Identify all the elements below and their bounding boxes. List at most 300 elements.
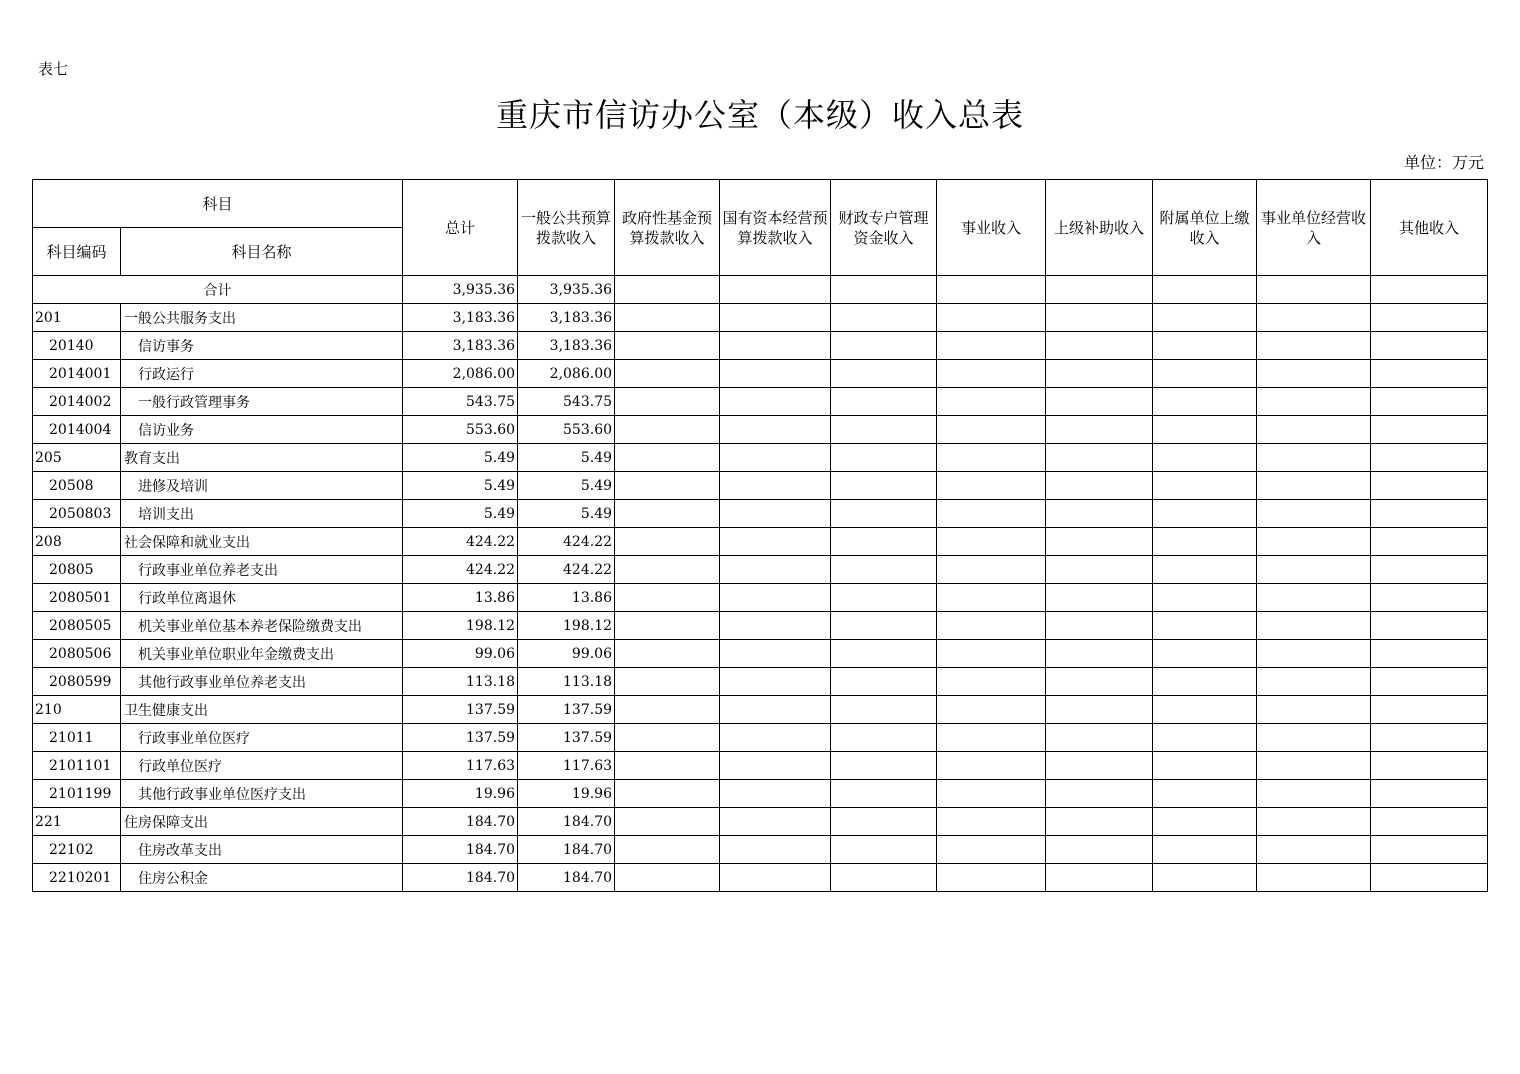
empty-cell — [720, 332, 831, 360]
empty-cell — [1046, 556, 1153, 584]
empty-cell — [1371, 752, 1488, 780]
empty-cell — [1046, 640, 1153, 668]
subject-code: 2101101 — [33, 752, 121, 780]
empty-cell — [615, 500, 720, 528]
table-row — [33, 444, 1488, 472]
empty-cell — [1046, 276, 1153, 304]
table-row — [33, 640, 1488, 668]
header-subject: 科目 — [33, 180, 403, 228]
table-header — [33, 180, 1488, 276]
total-value: 553.60 — [403, 416, 518, 444]
empty-cell — [1257, 444, 1371, 472]
subject-code: 2080599 — [33, 668, 121, 696]
empty-cell — [1153, 724, 1257, 752]
empty-cell — [1153, 444, 1257, 472]
table-row — [33, 724, 1488, 752]
empty-cell — [1046, 780, 1153, 808]
total-value: 19.96 — [403, 780, 518, 808]
subject-code: 205 — [33, 444, 121, 472]
empty-cell — [720, 276, 831, 304]
empty-cell — [1371, 472, 1488, 500]
empty-cell — [720, 836, 831, 864]
subject-name: 其他行政事业单位养老支出 — [121, 668, 403, 696]
general-budget-value: 2,086.00 — [518, 360, 615, 388]
empty-cell — [831, 696, 937, 724]
subject-name: 机关事业单位职业年金缴费支出 — [121, 640, 403, 668]
empty-cell — [1153, 640, 1257, 668]
header-general-budget: 一般公共预算拨款收入 — [518, 180, 615, 276]
empty-cell — [1046, 388, 1153, 416]
empty-cell — [1046, 808, 1153, 836]
header-affiliated-income: 附属单位上缴收入 — [1153, 180, 1257, 276]
empty-cell — [937, 444, 1046, 472]
table-row — [33, 752, 1488, 780]
empty-cell — [615, 836, 720, 864]
table-row — [33, 388, 1488, 416]
empty-cell — [615, 444, 720, 472]
subject-name: 进修及培训 — [121, 472, 403, 500]
table-row — [33, 360, 1488, 388]
income-summary-table — [32, 179, 1488, 892]
subject-code: 2014004 — [33, 416, 121, 444]
table-row — [33, 528, 1488, 556]
total-value: 137.59 — [403, 696, 518, 724]
empty-cell — [831, 612, 937, 640]
total-value: 424.22 — [403, 528, 518, 556]
empty-cell — [1371, 612, 1488, 640]
empty-cell — [1371, 276, 1488, 304]
empty-cell — [1046, 864, 1153, 892]
empty-cell — [1046, 500, 1153, 528]
empty-cell — [831, 528, 937, 556]
general-budget-value: 137.59 — [518, 724, 615, 752]
empty-cell — [1153, 528, 1257, 556]
total-value: 198.12 — [403, 612, 518, 640]
empty-cell — [615, 780, 720, 808]
empty-cell — [831, 304, 937, 332]
empty-cell — [720, 584, 831, 612]
empty-cell — [1371, 528, 1488, 556]
empty-cell — [1153, 304, 1257, 332]
empty-cell — [831, 724, 937, 752]
subject-code: 221 — [33, 808, 121, 836]
empty-cell — [720, 640, 831, 668]
empty-cell — [720, 780, 831, 808]
empty-cell — [1046, 696, 1153, 724]
empty-cell — [720, 416, 831, 444]
empty-cell — [1153, 864, 1257, 892]
empty-cell — [1371, 724, 1488, 752]
empty-cell — [1153, 416, 1257, 444]
empty-cell — [1371, 864, 1488, 892]
table-row — [33, 332, 1488, 360]
empty-cell — [1257, 276, 1371, 304]
empty-cell — [1046, 332, 1153, 360]
table-row — [33, 500, 1488, 528]
header-state-capital: 国有资本经营预算拨款收入 — [720, 180, 831, 276]
general-budget-value: 184.70 — [518, 808, 615, 836]
subject-code: 208 — [33, 528, 121, 556]
total-value: 2,086.00 — [403, 360, 518, 388]
empty-cell — [1371, 696, 1488, 724]
subject-code: 22102 — [33, 836, 121, 864]
empty-cell — [1371, 640, 1488, 668]
empty-cell — [937, 500, 1046, 528]
empty-cell — [615, 668, 720, 696]
empty-cell — [1153, 612, 1257, 640]
total-row — [33, 276, 1488, 304]
subject-code: 2080506 — [33, 640, 121, 668]
empty-cell — [1257, 780, 1371, 808]
empty-cell — [831, 556, 937, 584]
empty-cell — [720, 724, 831, 752]
empty-cell — [831, 836, 937, 864]
empty-cell — [720, 360, 831, 388]
empty-cell — [937, 276, 1046, 304]
total-value: 543.75 — [403, 388, 518, 416]
empty-cell — [720, 752, 831, 780]
empty-cell — [1153, 584, 1257, 612]
empty-cell — [615, 696, 720, 724]
empty-cell — [1046, 304, 1153, 332]
empty-cell — [937, 612, 1046, 640]
table-number: 表七 — [38, 60, 69, 78]
empty-cell — [615, 864, 720, 892]
header-superior-subsidy: 上级补助收入 — [1046, 180, 1153, 276]
header-gov-fund: 政府性基金预算拨款收入 — [615, 180, 720, 276]
subject-code: 2210201 — [33, 864, 121, 892]
page-title: 重庆市信访办公室（本级）收入总表 — [495, 96, 1024, 134]
empty-cell — [615, 360, 720, 388]
total-value: 184.70 — [403, 864, 518, 892]
subject-name: 信访业务 — [121, 416, 403, 444]
table-row — [33, 780, 1488, 808]
empty-cell — [937, 864, 1046, 892]
empty-cell — [1371, 444, 1488, 472]
empty-cell — [937, 696, 1046, 724]
empty-cell — [1153, 332, 1257, 360]
total-label: 合计 — [33, 276, 403, 304]
empty-cell — [720, 304, 831, 332]
subject-name: 机关事业单位基本养老保险缴费支出 — [121, 612, 403, 640]
subject-name: 行政运行 — [121, 360, 403, 388]
empty-cell — [937, 584, 1046, 612]
empty-cell — [1257, 304, 1371, 332]
general-budget-value: 424.22 — [518, 556, 615, 584]
table-row — [33, 584, 1488, 612]
general-budget-value: 117.63 — [518, 752, 615, 780]
subject-code: 2101199 — [33, 780, 121, 808]
empty-cell — [831, 276, 937, 304]
table-row — [33, 472, 1488, 500]
empty-cell — [1046, 444, 1153, 472]
empty-cell — [720, 864, 831, 892]
empty-cell — [720, 808, 831, 836]
empty-cell — [831, 584, 937, 612]
subject-name: 教育支出 — [121, 444, 403, 472]
header-total: 总计 — [403, 180, 518, 276]
subject-name: 其他行政事业单位医疗支出 — [121, 780, 403, 808]
general-budget-value: 184.70 — [518, 836, 615, 864]
empty-cell — [720, 668, 831, 696]
empty-cell — [1371, 500, 1488, 528]
empty-cell — [831, 472, 937, 500]
empty-cell — [615, 276, 720, 304]
empty-cell — [1046, 472, 1153, 500]
empty-cell — [1046, 528, 1153, 556]
table-row — [33, 864, 1488, 892]
empty-cell — [1371, 808, 1488, 836]
subject-code: 201 — [33, 304, 121, 332]
empty-cell — [615, 528, 720, 556]
empty-cell — [720, 444, 831, 472]
subject-code: 20805 — [33, 556, 121, 584]
general-budget-value: 3,183.36 — [518, 304, 615, 332]
empty-cell — [1257, 864, 1371, 892]
subject-code: 210 — [33, 696, 121, 724]
general-budget-value: 13.86 — [518, 584, 615, 612]
empty-cell — [615, 612, 720, 640]
empty-cell — [1153, 836, 1257, 864]
empty-cell — [720, 528, 831, 556]
total-value: 3,183.36 — [403, 332, 518, 360]
empty-cell — [937, 780, 1046, 808]
subject-name: 卫生健康支出 — [121, 696, 403, 724]
empty-cell — [831, 332, 937, 360]
total-value: 137.59 — [403, 724, 518, 752]
general-budget-value: 137.59 — [518, 696, 615, 724]
empty-cell — [615, 640, 720, 668]
empty-cell — [1257, 668, 1371, 696]
empty-cell — [1153, 472, 1257, 500]
empty-cell — [831, 500, 937, 528]
subject-code: 20140 — [33, 332, 121, 360]
empty-cell — [1371, 780, 1488, 808]
subject-name: 住房公积金 — [121, 864, 403, 892]
general-budget-value: 424.22 — [518, 528, 615, 556]
table-row — [33, 696, 1488, 724]
subject-code: 2014001 — [33, 360, 121, 388]
empty-cell — [831, 640, 937, 668]
table-row — [33, 612, 1488, 640]
subject-name: 行政事业单位医疗 — [121, 724, 403, 752]
table-row — [33, 836, 1488, 864]
subject-name: 培训支出 — [121, 500, 403, 528]
general-budget-value: 99.06 — [518, 640, 615, 668]
subject-name: 行政事业单位养老支出 — [121, 556, 403, 584]
total-value: 99.06 — [403, 640, 518, 668]
empty-cell — [1153, 752, 1257, 780]
table-body — [33, 276, 1488, 892]
subject-code: 2080501 — [33, 584, 121, 612]
empty-cell — [1257, 640, 1371, 668]
empty-cell — [1153, 276, 1257, 304]
empty-cell — [831, 668, 937, 696]
header-name: 科目名称 — [121, 228, 403, 276]
table-row — [33, 808, 1488, 836]
empty-cell — [937, 668, 1046, 696]
total-value: 113.18 — [403, 668, 518, 696]
empty-cell — [1257, 584, 1371, 612]
general-budget-value: 5.49 — [518, 500, 615, 528]
empty-cell — [615, 304, 720, 332]
subject-code: 2014002 — [33, 388, 121, 416]
total-value: 184.70 — [403, 808, 518, 836]
empty-cell — [1046, 612, 1153, 640]
empty-cell — [1371, 304, 1488, 332]
empty-cell — [1257, 612, 1371, 640]
empty-cell — [615, 584, 720, 612]
empty-cell — [1257, 528, 1371, 556]
empty-cell — [1257, 332, 1371, 360]
total-value: 424.22 — [403, 556, 518, 584]
empty-cell — [937, 836, 1046, 864]
empty-cell — [1153, 808, 1257, 836]
empty-cell — [831, 752, 937, 780]
general-budget-value: 553.60 — [518, 416, 615, 444]
subject-code: 20508 — [33, 472, 121, 500]
empty-cell — [615, 332, 720, 360]
general-budget-value: 543.75 — [518, 388, 615, 416]
empty-cell — [937, 724, 1046, 752]
total-value: 13.86 — [403, 584, 518, 612]
empty-cell — [1371, 556, 1488, 584]
empty-cell — [937, 528, 1046, 556]
empty-cell — [720, 472, 831, 500]
empty-cell — [1153, 500, 1257, 528]
empty-cell — [720, 500, 831, 528]
table-row — [33, 668, 1488, 696]
empty-cell — [1257, 836, 1371, 864]
header-code: 科目编码 — [33, 228, 121, 276]
empty-cell — [831, 360, 937, 388]
empty-cell — [720, 556, 831, 584]
empty-cell — [615, 416, 720, 444]
empty-cell — [1371, 332, 1488, 360]
empty-cell — [1153, 696, 1257, 724]
empty-cell — [1257, 808, 1371, 836]
empty-cell — [720, 388, 831, 416]
total-value: 3,183.36 — [403, 304, 518, 332]
empty-cell — [1153, 360, 1257, 388]
total-row-general: 3,935.36 — [518, 276, 615, 304]
empty-cell — [1257, 388, 1371, 416]
empty-cell — [1046, 724, 1153, 752]
empty-cell — [1153, 556, 1257, 584]
empty-cell — [937, 332, 1046, 360]
empty-cell — [1371, 836, 1488, 864]
total-value: 5.49 — [403, 500, 518, 528]
subject-code: 21011 — [33, 724, 121, 752]
general-budget-value: 3,183.36 — [518, 332, 615, 360]
empty-cell — [937, 556, 1046, 584]
total-value: 5.49 — [403, 444, 518, 472]
empty-cell — [615, 472, 720, 500]
empty-cell — [720, 612, 831, 640]
total-row-total: 3,935.36 — [403, 276, 518, 304]
empty-cell — [1046, 668, 1153, 696]
empty-cell — [831, 444, 937, 472]
empty-cell — [937, 388, 1046, 416]
empty-cell — [1371, 584, 1488, 612]
general-budget-value: 5.49 — [518, 472, 615, 500]
total-value: 5.49 — [403, 472, 518, 500]
subject-name: 社会保障和就业支出 — [121, 528, 403, 556]
empty-cell — [1257, 724, 1371, 752]
empty-cell — [1046, 584, 1153, 612]
empty-cell — [1257, 556, 1371, 584]
subject-code: 2080505 — [33, 612, 121, 640]
empty-cell — [1257, 696, 1371, 724]
empty-cell — [937, 640, 1046, 668]
subject-name: 一般行政管理事务 — [121, 388, 403, 416]
general-budget-value: 113.18 — [518, 668, 615, 696]
empty-cell — [615, 752, 720, 780]
empty-cell — [831, 808, 937, 836]
header-operating-income: 事业单位经营收入 — [1257, 180, 1371, 276]
empty-cell — [831, 780, 937, 808]
table-row — [33, 416, 1488, 444]
table-row — [33, 556, 1488, 584]
empty-cell — [937, 416, 1046, 444]
empty-cell — [1046, 752, 1153, 780]
empty-cell — [615, 724, 720, 752]
general-budget-value: 5.49 — [518, 444, 615, 472]
subject-name: 住房保障支出 — [121, 808, 403, 836]
empty-cell — [720, 696, 831, 724]
total-value: 117.63 — [403, 752, 518, 780]
header-business-income: 事业收入 — [937, 180, 1046, 276]
general-budget-value: 184.70 — [518, 864, 615, 892]
table-row — [33, 304, 1488, 332]
empty-cell — [1371, 388, 1488, 416]
empty-cell — [1046, 836, 1153, 864]
empty-cell — [1257, 416, 1371, 444]
empty-cell — [831, 864, 937, 892]
empty-cell — [831, 388, 937, 416]
total-value: 184.70 — [403, 836, 518, 864]
empty-cell — [1257, 472, 1371, 500]
empty-cell — [615, 388, 720, 416]
empty-cell — [1153, 668, 1257, 696]
empty-cell — [937, 472, 1046, 500]
subject-name: 信访事务 — [121, 332, 403, 360]
empty-cell — [1046, 360, 1153, 388]
empty-cell — [1257, 500, 1371, 528]
empty-cell — [1371, 360, 1488, 388]
subject-name: 住房改革支出 — [121, 836, 403, 864]
empty-cell — [1153, 388, 1257, 416]
header-other-income: 其他收入 — [1371, 180, 1488, 276]
empty-cell — [937, 360, 1046, 388]
empty-cell — [937, 304, 1046, 332]
empty-cell — [1257, 360, 1371, 388]
empty-cell — [1371, 668, 1488, 696]
subject-name: 行政单位离退休 — [121, 584, 403, 612]
subject-name: 一般公共服务支出 — [121, 304, 403, 332]
empty-cell — [937, 808, 1046, 836]
empty-cell — [937, 752, 1046, 780]
empty-cell — [1153, 780, 1257, 808]
empty-cell — [831, 416, 937, 444]
empty-cell — [615, 808, 720, 836]
unit-label: 单位：万元 — [1403, 153, 1484, 172]
empty-cell — [615, 556, 720, 584]
general-budget-value: 198.12 — [518, 612, 615, 640]
general-budget-value: 19.96 — [518, 780, 615, 808]
empty-cell — [1046, 416, 1153, 444]
header-special-fund: 财政专户管理资金收入 — [831, 180, 937, 276]
